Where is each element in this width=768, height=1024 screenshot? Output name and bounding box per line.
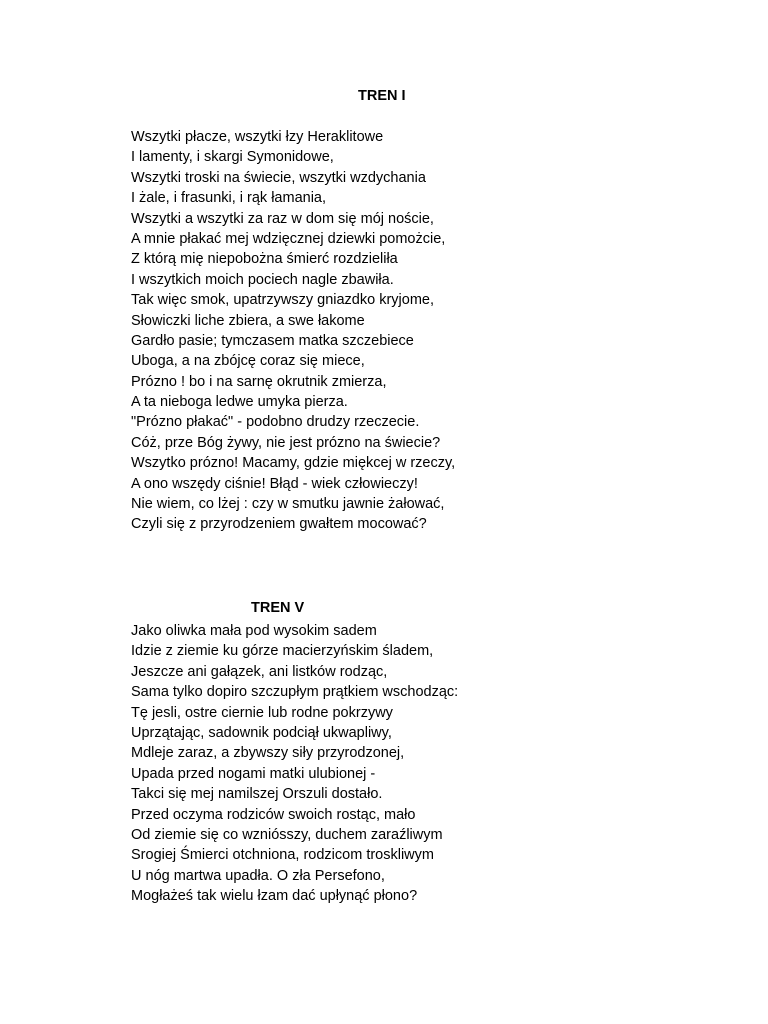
- poem-line: Wszytki troski na świecie, wszytki wzdychania: [131, 169, 426, 186]
- poem-line: Srogiej Śmierci otchniona, rodzicom troskliwym: [131, 847, 434, 864]
- poem-line: Jeszcze ani gałązek, ani listków rodząc,: [131, 663, 388, 680]
- poem-line: Uboga, a na zbójcę coraz się miece,: [131, 353, 365, 370]
- poem-line: A mnie płakać mej wdzięcznej dziewki pomożcie,: [131, 230, 446, 247]
- poem-line: Jako oliwka mała pod wysokim sadem: [131, 623, 377, 639]
- poem-body-tren-v: [131, 621, 458, 906]
- poem-line: A ta nieboga ledwe umyka pierza.: [131, 394, 348, 411]
- poem-line: "Prózno płakać" - podobno drudzy rzeczecie.: [131, 414, 420, 431]
- poem-line: Mdleje zaraz, a zbywszy siły przyrodzonej,: [131, 745, 405, 762]
- poem-line: Wszytki a wszytki za raz w dom się mój noście,: [131, 210, 434, 227]
- poem-line: Mogłażeś tak wielu łzam dać upłynąć płono?: [131, 888, 418, 905]
- poem-line: I lamenty, i skargi Symonidowe,: [131, 149, 334, 166]
- poem-line: Przed oczyma rodziców swoich rostąc, mało: [131, 806, 416, 823]
- poem-line: Gardło pasie; tymczasem matka szczebiece: [131, 332, 414, 349]
- poem-line: I wszytkich moich pociech nagle zbawiła.: [131, 271, 394, 288]
- poem-line: Idzie z ziemie ku górze macierzyńskim śladem,: [131, 643, 434, 660]
- poem-line: Cóż, prze Bóg żywy, nie jest prózno na świecie?: [131, 434, 441, 451]
- poem-line: Czyli się z przyrodzeniem gwałtem mocować?: [131, 516, 427, 533]
- poem-line: Tak więc smok, upatrzywszy gniazdko kryjome,: [131, 292, 434, 309]
- poem-line: Uprzątając, sadownik podciął ukwapliwy,: [131, 724, 392, 741]
- poem-line: Sama tylko dopiro szczupłym prątkiem wschodząc:: [131, 684, 459, 701]
- poem-line: Takci się mej namilszej Orszuli dostało.: [131, 786, 383, 803]
- poem-line: Tę jesli, ostre ciernie lub rodne pokrzywy: [131, 704, 393, 721]
- poem-line: Słowiczki liche zbiera, a swe łakome: [131, 312, 365, 329]
- poem-title-tren-i: TREN I: [358, 88, 406, 104]
- poem-title-tren-v: TREN V: [251, 600, 305, 616]
- poem-line: Prózno ! bo i na sarnę okrutnik zmierza,: [131, 373, 387, 390]
- poem-line: A ono wszędy ciśnie! Błąd - wiek człowieczy!: [131, 475, 418, 492]
- poem-line: Z którą mię niepobożna śmierć rozdzieliła: [131, 251, 398, 268]
- poem-line: Upada przed nogami matki ulubionej -: [131, 765, 376, 782]
- poem-body-tren-i: [131, 127, 455, 535]
- poem-line: U nóg martwa upadła. O zła Persefono,: [131, 867, 385, 884]
- poem-line: Wszytki płacze, wszytki łzy Heraklitowe: [131, 129, 384, 145]
- poem-line: I żale, i frasunki, i rąk łamania,: [131, 190, 327, 207]
- poem-line: Nie wiem, co lżej : czy w smutku jawnie żałować,: [131, 496, 445, 513]
- poem-line: Od ziemie się co wzniósszy, duchem zaraźliwym: [131, 826, 443, 843]
- poem-line: Wszytko prózno! Macamy, gdzie miękcej w rzeczy,: [131, 455, 456, 472]
